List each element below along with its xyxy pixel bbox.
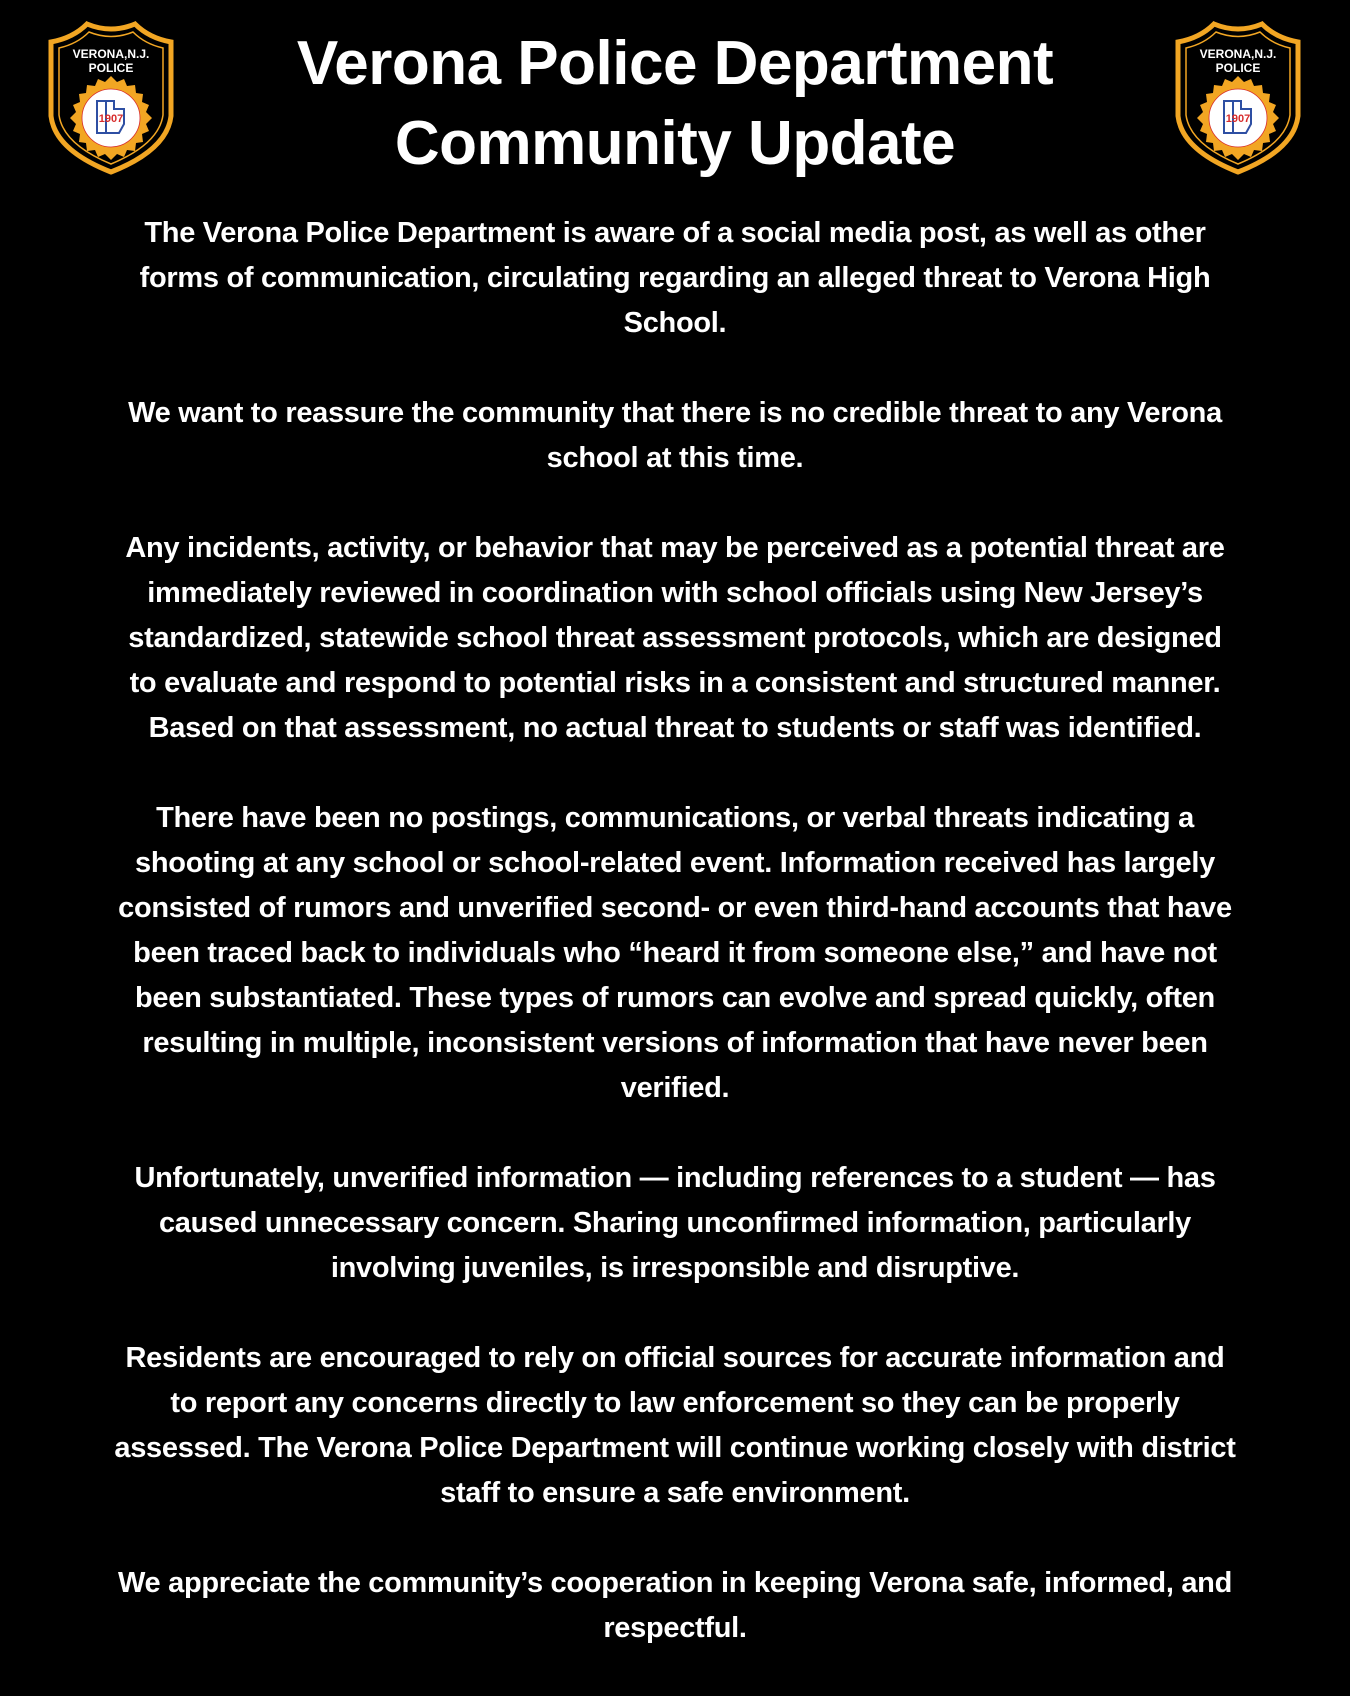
paragraph-awareness: The Verona Police Department is aware of a social media post, as well as other forms of communication, circulating regarding an alleged threat to Verona High School. [139, 217, 1211, 339]
police-badge-logo-left [43, 20, 179, 176]
paragraph-residents: Residents are encouraged to rely on official sources for accurate information and to report any concerns directly to law enforcement so they can be properly assessed. The Verona Police Department will continue working closely with district staff to ensure a safe environment. [114, 1342, 1236, 1509]
paragraph-unverified-info: Unfortunately, unverified information — including references to a student — has caused unnecessary concern. Sharing unconfirmed information, particularly involving juveniles, is irresponsible and disruptive. [134, 1162, 1216, 1284]
police-badge-icon [43, 20, 179, 176]
svg-text:1907: 1907 [1225, 113, 1251, 125]
svg-text:VERONA,N.J.: VERONA,N.J. [72, 47, 150, 61]
svg-text:POLICE: POLICE [1215, 61, 1261, 75]
paragraph-rumors: There have been no postings, communications, or verbal threats indicating a shooting at any school or school-related event. Information received has largely consisted of rumors and unverified second- or even third-hand accounts that have been traced back to individuals who “heard it from someone else,” and have not been substantiated. These types of rumors can evolve and spread quickly, often resulting in multiple, inconsistent versions of information that have never been verified. [118, 802, 1232, 1104]
page-title [200, 24, 1150, 184]
svg-text:POLICE: POLICE [88, 61, 134, 75]
police-badge-logo-right [1170, 20, 1306, 176]
title-line-2: Community Update [394, 109, 956, 178]
police-badge-icon [1170, 20, 1306, 176]
announcement-body [0, 211, 1350, 1696]
svg-text:1907: 1907 [98, 113, 124, 125]
paragraph-appreciation: We appreciate the community’s cooperation in keeping Verona safe, informed, and respectful. [117, 1567, 1232, 1644]
paragraph-reassurance: We want to reassure the community that there is no credible threat to any Verona school at this time. [128, 397, 1222, 474]
paragraph-assessment: Any incidents, activity, or behavior that may be perceived as a potential threat are immediately reviewed in coordination with school officials using New Jersey’s standardized, statewide school threat assessment protocols, which are designed to evaluate and respond to potential risks in a consistent and structured manner. Based on that assessment, no actual threat to students or staff was identified. [125, 532, 1225, 744]
title-line-1: Verona Police Department [296, 29, 1054, 98]
svg-text:VERONA,N.J.: VERONA,N.J. [1199, 47, 1277, 61]
